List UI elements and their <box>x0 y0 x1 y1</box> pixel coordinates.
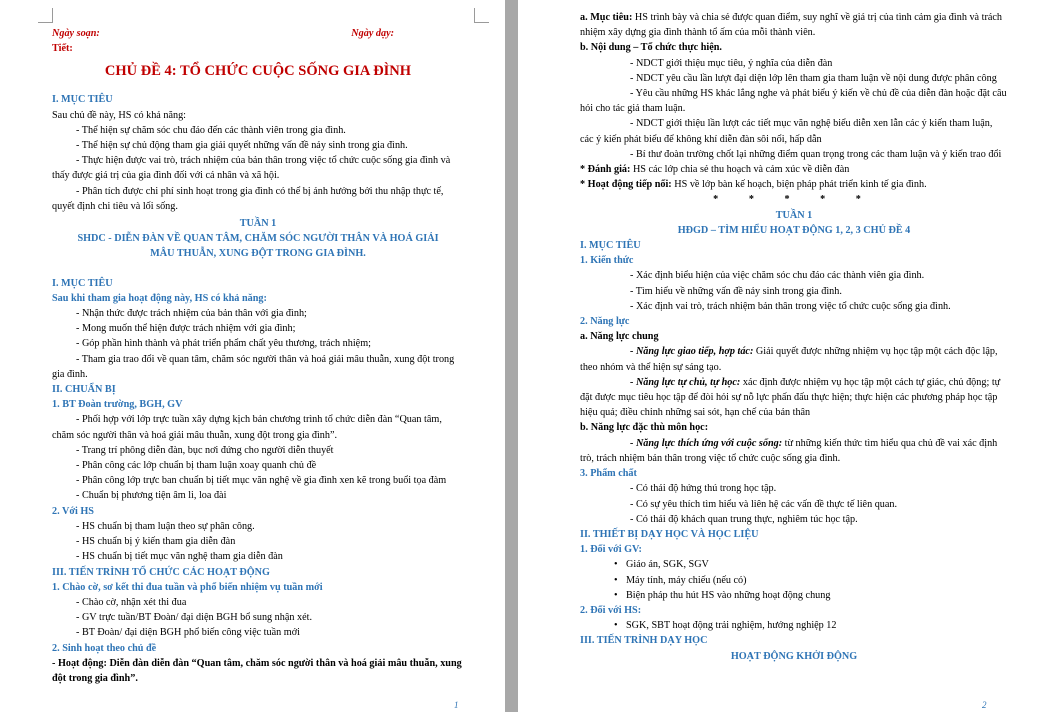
paragraph <box>580 344 1008 374</box>
bullet-item: • SGK, SBT hoạt động trải nghiệm, hướng nghiệp 12 <box>580 618 1008 633</box>
activity-title: HĐGD – TÌM HIỂU HOẠT ĐỘNG 1, 2, 3 CHỦ ĐỀ 4 <box>677 224 911 236</box>
list-item: - Chào cờ, nhận xét thi đua <box>76 596 187 608</box>
page-number: 1 <box>454 700 459 710</box>
list-item: - Thể hiện sự chăm sóc chu đáo đến các thành viên trong gia đình. <box>76 124 346 136</box>
list-item: - Bí thư đoàn trường chốt lại những điểm quan trọng trong các tham luận và ý kiến trao đổi <box>630 148 1002 160</box>
list-item: - Thực hiện được vai trò, trách nhiệm của bản thân trong việc tổ chức cuộc sống gia đình và thấy được giá trị của gia đình đối với cá nhân và xã hội. <box>52 155 451 182</box>
list-item: - Xác định vai trò, trách nhiệm bản thân trong việc tổ chức cuộc sống gia đình. <box>630 300 951 312</box>
subheading: 2. Sinh hoạt theo chủ đề <box>52 642 157 654</box>
lesson-period-label: Tiết: <box>52 43 73 55</box>
list-item: - Phân công các lớp chuẩn bị tham luận xoay quanh chủ đề <box>76 460 317 472</box>
paragraph: Sau chủ đề này, HS có khả năng: <box>52 109 187 121</box>
list-item: - Tham gia trao đổi về quan tâm, chăm sóc người thân và hoá giải mâu thuẫn, xung đột trong gia đình. <box>52 353 455 380</box>
subheading: 1. BT Đoàn trường, BGH, GV <box>52 399 183 411</box>
bullet-item: • Giáo án, SGK, SGV <box>580 557 1008 572</box>
list-item: - Có thái độ hứng thú trong học tập. <box>630 483 777 495</box>
subheading: 1. Kiến thức <box>580 255 634 267</box>
page-number: 2 <box>982 700 987 710</box>
paragraph <box>580 10 1008 40</box>
subheading: 2. Năng lực <box>580 316 630 328</box>
follow-up-text: HS về lớp bàn kế hoạch, biện pháp phát triển kinh tế gia đình. <box>671 179 927 191</box>
list-item: - Nhận thức được trách nhiệm của bản thân với gia đình; <box>76 308 307 320</box>
page-1-content <box>52 26 464 686</box>
follow-up-label: * Hoạt động tiếp nối: <box>580 179 672 191</box>
subheading: b. Năng lực đặc thù môn học: <box>580 422 709 434</box>
competency-label: - Năng lực tự chủ, tự học: <box>630 376 741 388</box>
list-item: - Phối hợp với lớp trực tuần xây dựng kịch bản chương trình tổ chức diễn đàn “Quan tâm, chăm sóc người thân và hoá giải mâu thuẫn, xung đột trong gia đình”. <box>52 414 442 441</box>
list-item: - NDCT giới thiệu mục tiêu, ý nghĩa của diễn đàn <box>630 57 833 69</box>
week-heading: TUẦN 1 <box>239 218 277 230</box>
paragraph: - Hoạt động: Diễn đàn diễn đàn “Quan tâm, chăm sóc người thân và hoá giải mâu thuẫn, xung đột trong gia đình”. <box>52 657 462 684</box>
section-separator: * * * * * <box>713 194 875 206</box>
bullet-item: • Máy tính, máy chiếu (nếu có) <box>580 573 1008 588</box>
page-corner-mark <box>474 8 489 23</box>
section-heading: I. MỤC TIÊU <box>580 240 641 252</box>
document-title: CHỦ ĐỀ 4: TỔ CHỨC CUỘC SỐNG GIA ĐÌNH <box>104 63 412 80</box>
section-heading: I. MỤC TIÊU <box>52 94 113 106</box>
date-taught-label: Ngày dạy: <box>351 28 394 39</box>
evaluation-label: * Đánh giá: <box>580 164 631 176</box>
goal-label: a. Mục tiêu: <box>580 12 633 23</box>
list-item: - HS chuẩn bị ý kiến tham gia diễn đàn <box>76 536 236 548</box>
section-heading: III. TIẾN TRÌNH TỔ CHỨC CÁC HOẠT ĐỘNG <box>52 566 270 578</box>
paragraph <box>580 177 1008 192</box>
paragraph <box>580 162 1008 177</box>
list-item: - NDCT giới thiệu lần lượt các tiết mục văn nghệ biểu diễn xen lẫn các ý kiến tham luận, các ý kiến phát biểu để không khí diễn đàn sôi nổi, hấp dẫn <box>580 118 993 145</box>
competency-text: xác định được nhiệm vụ học tập một cách tự giác, chủ động; tự đặt được mục tiêu học tập để đòi hỏi sự nỗ lực phấn đấu thực hiện; thực hiện các phương pháp học tập hiệu quả; điều chỉnh những sai sót, hạn chế của bản thân <box>580 376 1001 419</box>
activity-title: SHDC - DIỄN ĐÀN VỀ QUAN TÂM, CHĂM SÓC NGƯỜI THÂN VÀ HOÁ GIẢI MÂU THUẪN, XUNG ĐỘT TRONG GIA ĐÌNH. <box>77 233 439 260</box>
list-item: - Xác định biểu hiện của việc chăm sóc chu đáo các thành viên gia đình. <box>630 270 925 282</box>
subheading: 1. Đối với GV: <box>580 544 642 556</box>
list-item: - HS chuẩn bị tham luận theo sự phân công. <box>76 520 255 532</box>
list-item: - HS chuẩn bị tiết mục văn nghệ tham gia diễn đàn <box>76 551 283 563</box>
list-item: - Trang trí phông diễn đàn, bục nơi đứng cho người diễn thuyết <box>76 444 334 456</box>
list-item: - Có sự yêu thích tìm hiểu và liên hệ các vấn đề thực tế liên quan. <box>630 498 898 510</box>
bullet-item: • Biện pháp thu hút HS vào những hoạt động chung <box>580 588 1008 603</box>
week-heading: TUẦN 1 <box>775 209 813 221</box>
section-heading: II. CHUẨN BỊ <box>52 384 116 396</box>
activity-heading: HOẠT ĐỘNG KHỞI ĐỘNG <box>730 650 858 662</box>
competency-label: - Năng lực thích ứng với cuộc sống: <box>630 437 783 449</box>
subheading: b. Nội dung – Tổ chức thực hiện. <box>580 42 722 54</box>
list-item: - Phân tích được chi phí sinh hoạt trong gia đình có thể bị ảnh hưởng bởi thu nhập thực tế, quyết định chi tiêu và lối sống. <box>52 185 444 212</box>
list-item: - Phân công lớp trực ban chuẩn bị tiết mục văn nghệ về gia đình xen kẽ trong buổi tọa đàm <box>76 475 447 487</box>
document-page-1 <box>0 0 505 712</box>
document-page-2 <box>518 0 1038 712</box>
list-item: - Góp phần hình thành và phát triển phẩm chất yêu thương, trách nhiệm; <box>76 338 371 350</box>
subheading: 2. Đối với HS: <box>580 604 642 616</box>
subheading: 2. Với HS <box>52 505 94 517</box>
competency-text: từ những kiến thức tìm hiểu qua chủ đề vai xác định trò, trách nhiệm bản thân trong việc tổ chức cuộc sống gia đình. <box>580 437 998 464</box>
section-heading: II. THIẾT BỊ DẠY HỌC VÀ HỌC LIỆU <box>580 528 759 540</box>
evaluation-text: HS các lớp chia sẻ thu hoạch và cảm xúc về diễn đàn <box>630 164 850 176</box>
list-item: - GV trực tuần/BT Đoàn/ đại diện BGH bổ sung nhận xét. <box>76 612 313 624</box>
page-2-content <box>580 10 1008 664</box>
goal-text: HS trình bày và chia sẻ được quan điểm, suy nghĩ về giá trị của tình cảm gia đình và trách nhiệm xây dựng gia đình thành tổ ấm của mỗi thành viên. <box>580 12 1002 39</box>
section-heading: III. TIẾN TRÌNH DẠY HỌC <box>580 635 708 647</box>
list-item: - NDCT yêu cầu lần lượt đại diện lớp lên tham gia tham luận về nội dung được phân công <box>630 72 997 84</box>
page-corner-mark <box>38 8 53 23</box>
competency-label: - Năng lực giao tiếp, hợp tác: <box>630 346 754 358</box>
date-header <box>52 26 464 41</box>
subheading: 3. Phẩm chất <box>580 468 637 480</box>
list-item: - Yêu cầu những HS khác lắng nghe và phát biểu ý kiến về chủ đề của diễn đàn hoặc đặt câu hỏi cho tác giả tham luận. <box>580 88 1007 115</box>
paragraph <box>580 436 1008 466</box>
subheading: a. Năng lực chung <box>580 331 659 343</box>
list-item: - Chuẩn bị phương tiện âm li, loa đài <box>76 490 227 502</box>
list-item: - Có thái độ khách quan trung thực, nghiêm túc học tập. <box>630 513 858 525</box>
date-prepared-label: Ngày soạn: <box>52 28 100 39</box>
subheading: 1. Chào cờ, sơ kết thi đua tuần và phổ biến nhiệm vụ tuần mới <box>52 581 323 593</box>
competency-text: Giải quyết được những nhiệm vụ học tập một cách độc lập, theo nhóm và thể hiện sự sáng tạo. <box>580 346 998 373</box>
paragraph <box>580 375 1008 421</box>
list-item: - Thể hiện sự chủ động tham gia giải quyết những vấn đề nảy sinh trong gia đình. <box>76 140 408 152</box>
list-item: - BT Đoàn/ đại diện BGH phổ biến công việc tuần mới <box>76 627 300 639</box>
list-item: - Tìm hiểu về những vấn đề nảy sinh trong gia đình. <box>630 285 842 297</box>
subheading: Sau khi tham gia hoạt động này, HS có khả năng: <box>52 292 267 304</box>
section-heading: I. MỤC TIÊU <box>52 277 113 289</box>
list-item: - Mong muốn thể hiện được trách nhiệm với gia đình; <box>76 323 296 335</box>
